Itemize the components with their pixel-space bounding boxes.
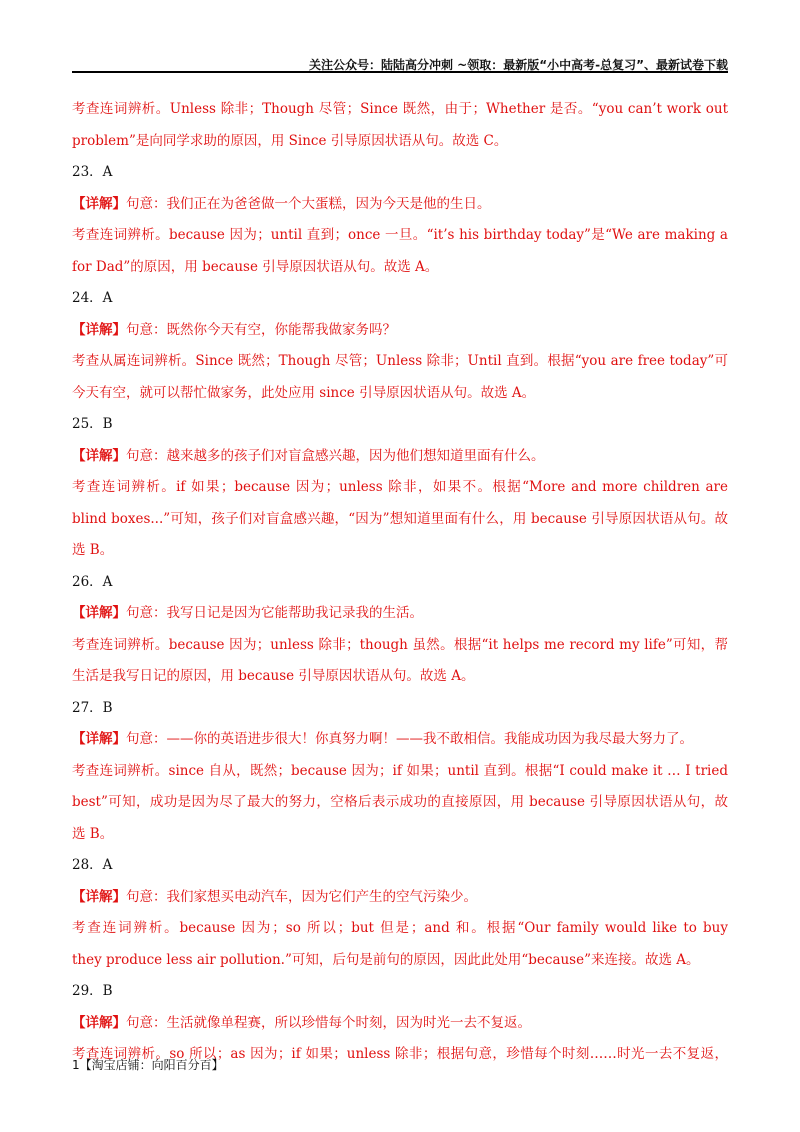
- detail-label: 【详解】: [72, 1014, 126, 1031]
- explanation-line: 选 B。: [72, 542, 114, 558]
- header-divider: [72, 71, 728, 73]
- document-body: [72, 94, 728, 1071]
- explanation-line: 考查从属连词辨析。Since 既然；Though 尽管；Unless 除非；Until 直到。根据“you are free today”可: [72, 353, 728, 369]
- sentence-meaning: 句意：越来越多的孩子们对盲盒感兴趣，因为他们想知道里面有什么。: [126, 447, 545, 464]
- page-footer: 1【淘宝店铺：向阳百分百】: [72, 1058, 224, 1072]
- explanation-line: 考查连词辨析。since 自从，既然；because 因为；if 如果；until 直到。根据“I could make it … I tried: [72, 762, 728, 779]
- explanation-line: 考查连词辨析。because 因为；until 直到；once 一旦。“it’s his birthday today”是“We are making a: [72, 227, 728, 243]
- explanation-line: 考查连词辨析。because 因为；so 所以；but 但是；and 和。根据“Our family would like to buy: [72, 920, 728, 936]
- answer-number: 23．A: [72, 164, 113, 180]
- answer-number: 25．B: [72, 416, 113, 432]
- detail-label: 【详解】: [72, 195, 126, 212]
- detail-label: 【详解】: [72, 321, 126, 338]
- detail-label: 【详解】: [72, 731, 126, 747]
- explanation-line: 考查连词辨析。so 所以；as 因为；if 如果；unless 除非；根据句意，珍惜每个时刻……时光一去不复返，: [72, 1046, 728, 1062]
- detail-label: 【详解】: [72, 447, 126, 464]
- sentence-meaning: 句意：我们家想买电动汽车，因为它们产生的空气污染少。: [126, 888, 477, 905]
- answer-number: 27．B: [72, 699, 113, 716]
- detail-line: [72, 882, 728, 914]
- detail-line: [72, 189, 728, 221]
- explanation-line: they produce less air pollution.”可知，后句是前句的原因，因此此处用“because”来连接。故选 A。: [72, 951, 700, 968]
- page-header: 关注公众号：陆陆高分冲刺 ~领取：最新版“小中高考-总复习”、最新试卷下载: [309, 58, 728, 72]
- answer-number: 26．A: [72, 573, 113, 590]
- answer-number: 29．B: [72, 983, 113, 999]
- explanation-line: problem”是向同学求助的原因，用 Since 引导原因状语从句。故选 C。: [72, 132, 508, 149]
- detail-line: [72, 441, 728, 473]
- explanation-line: 考查连词辨析。if 如果；because 因为；unless 除非，如果不。根据“More and more children are: [72, 479, 728, 495]
- explanation-line: 选 B。: [72, 825, 114, 842]
- detail-label: 【详解】: [72, 605, 126, 621]
- detail-label: 【详解】: [72, 888, 126, 905]
- answer-number: 28．A: [72, 857, 113, 873]
- sentence-meaning: 句意：——你的英语进步很大！你真努力啊！——我不敢相信。我能成功因为我尽最大努力了。: [126, 731, 693, 747]
- answer-number: 24．A: [72, 290, 113, 306]
- explanation-line: 今天有空，就可以帮忙做家务，此处应用 since 引导原因状语从句。故选 A。: [72, 384, 536, 401]
- detail-line: [72, 315, 728, 347]
- detail-line: [72, 598, 728, 630]
- detail-line: [72, 1008, 728, 1040]
- sentence-meaning: 句意：我写日记是因为它能帮助我记录我的生活。: [126, 605, 423, 621]
- explanation-line: 生活是我写日记的原因，用 because 引导原因状语从句。故选 A。: [72, 668, 475, 684]
- explanation-line: blind boxes...”可知，孩子们对盲盒感兴趣，“因为”想知道里面有什么，用 because 引导原因状语从句。故: [72, 510, 728, 527]
- sentence-meaning: 句意：生活就像单程赛，所以珍惜每个时刻，因为时光一去不复返。: [126, 1014, 531, 1031]
- sentence-meaning: 句意：我们正在为爸爸做一个大蛋糕，因为今天是他的生日。: [126, 195, 491, 212]
- explanation-line: 考查连词辨析。because 因为；unless 除非；though 虽然。根据“it helps me record my life”可知，帮: [72, 636, 728, 653]
- detail-line: [72, 724, 728, 756]
- sentence-meaning: 句意：既然你今天有空，你能帮我做家务吗？: [126, 321, 396, 338]
- explanation-line: for Dad”的原因，用 because 引导原因状语从句。故选 A。: [72, 258, 439, 275]
- explanation-line: 考查连词辨析。Unless 除非；Though 尽管；Since 既然，由于；Whether 是否。“you can’t work out: [72, 101, 728, 117]
- explanation-line: best”可知，成功是因为尽了最大的努力，空格后表示成功的直接原因，用 because 引导原因状语从句，故: [72, 794, 728, 810]
